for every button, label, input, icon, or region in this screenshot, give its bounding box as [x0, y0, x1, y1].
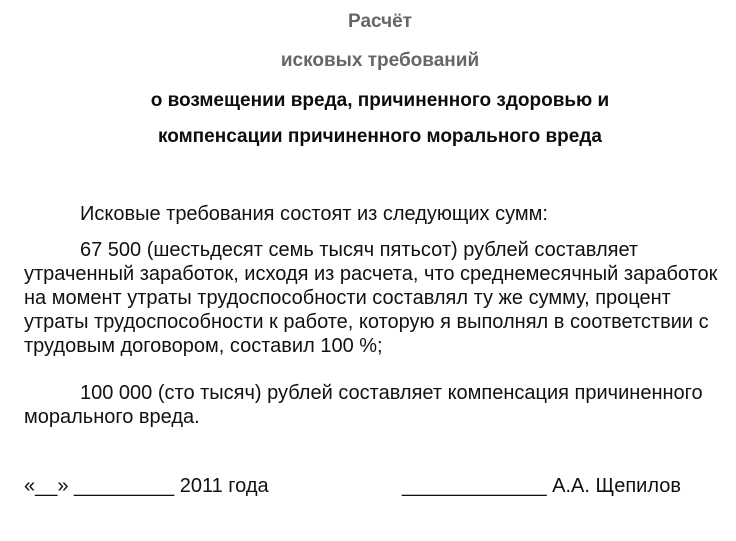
document-title: Расчёт — [348, 11, 412, 32]
signature-block — [24, 474, 724, 498]
document-subtitle: исковых требований — [280, 50, 480, 71]
claim-item-lost-earnings: 67 500 (шестьдесят семь тысяч пятьсот) рублей составляет утраченный заработок, исходя из расчета, что среднемесячный заработок на момент утраты трудоспособности составлял ту же сумму, процент утраты трудоспособности к работе, которую я выполнял в соответствии с трудовым договором, составил 100 %; — [24, 239, 718, 357]
signature-name: _____________ А.А. Щепилов — [401, 475, 681, 497]
signature-date: «__» _________ 2011 года — [24, 475, 269, 497]
document-heading-line-2: компенсации причиненного морального вреда — [158, 126, 602, 147]
signature-gap — [269, 475, 402, 497]
intro-paragraph: Исковые требования состоят из следующих сумм: — [80, 203, 548, 225]
document-heading-line-1: о возмещении вреда, причиненного здоровью и — [150, 90, 610, 111]
claim-item-moral-damage: 100 000 (сто тысяч) рублей составляет компенсация причиненного морального вреда. — [24, 382, 703, 428]
